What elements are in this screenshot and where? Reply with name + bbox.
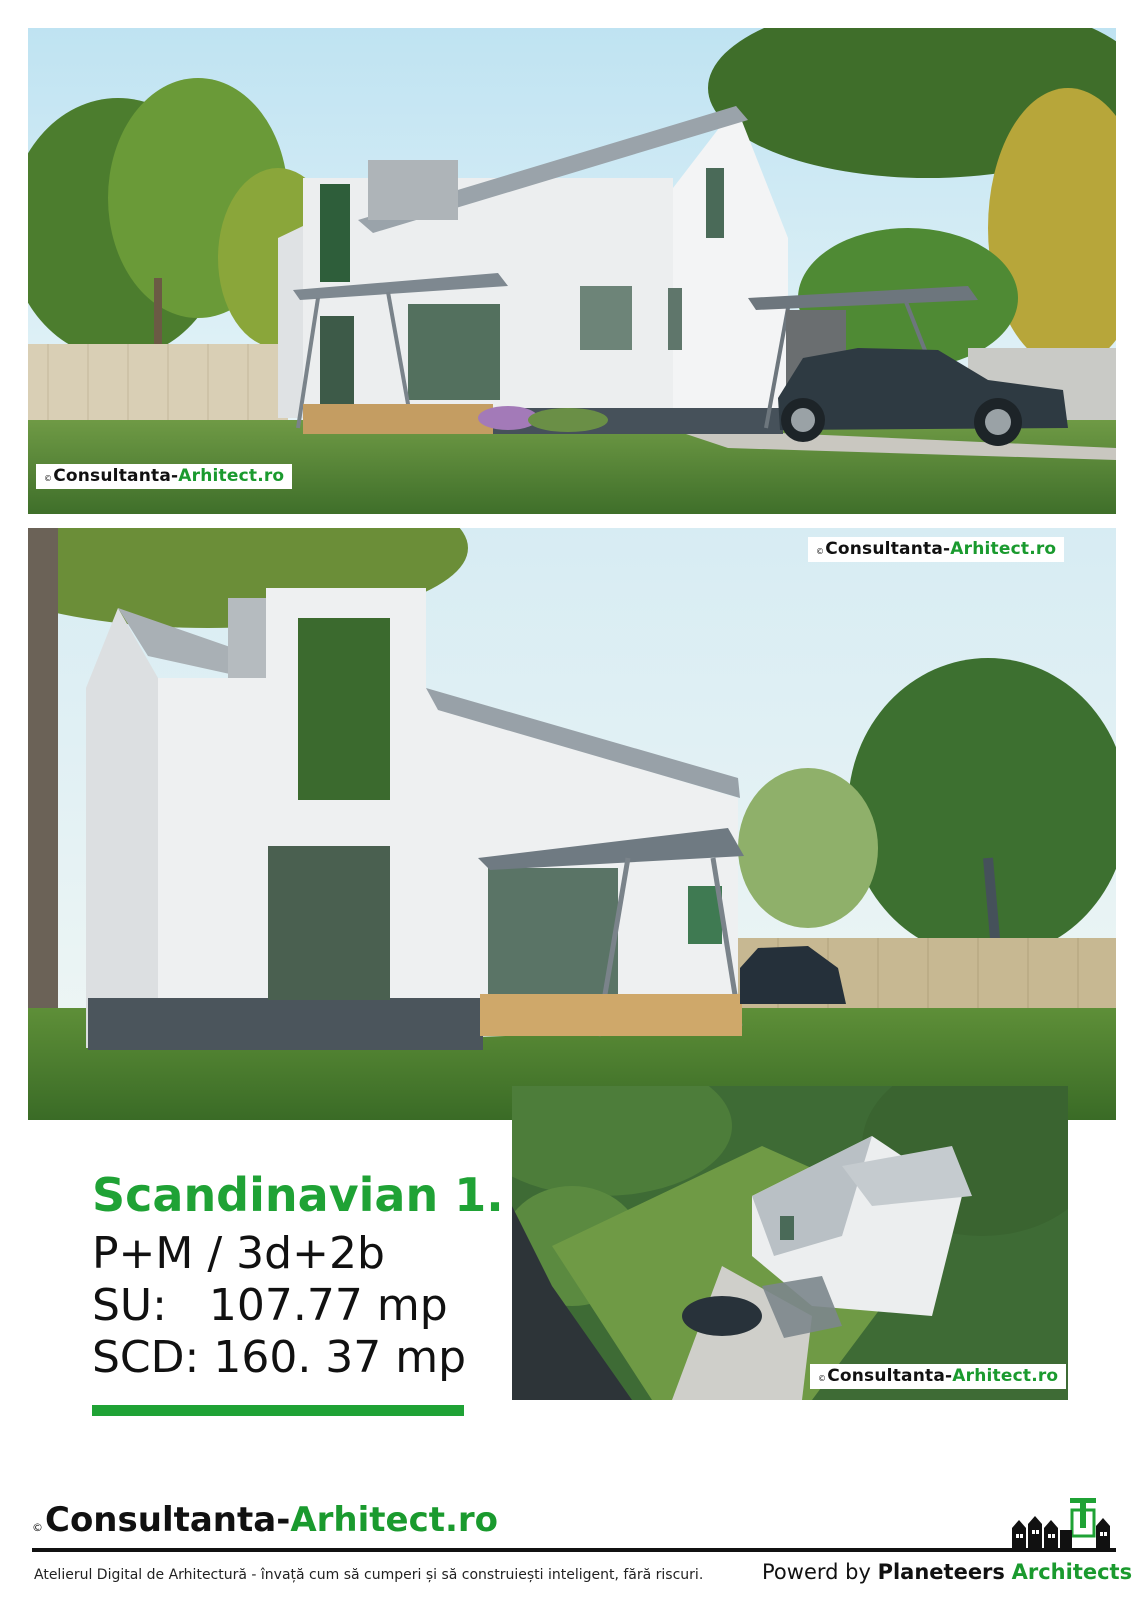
powered-brand: Planeteers xyxy=(877,1560,1005,1584)
watermark-logo xyxy=(808,537,1064,562)
watermark-accent: Arhitect.ro xyxy=(178,466,285,486)
watermark-brand: Consultanta- xyxy=(825,539,951,559)
watermark-brand: Consultanta- xyxy=(827,1366,953,1386)
footer-tagline: Atelierul Digital de Arhitectură - învață cum să cumperi și să construiești inteligent, fără riscuri. xyxy=(34,1567,704,1583)
footer-divider xyxy=(32,1548,1116,1552)
copyright-symbol: © xyxy=(818,1374,827,1383)
watermark-logo xyxy=(810,1364,1066,1389)
house-front-render xyxy=(28,28,1116,514)
project-layout: P+M / 3d+2b xyxy=(92,1228,385,1279)
watermark-accent: Arhitect.ro xyxy=(952,1366,1059,1386)
project-title: Scandinavian 1. xyxy=(92,1168,504,1222)
project-built-area: SCD: 160. 37 mp xyxy=(92,1332,467,1383)
project-usable-area: SU: 107.77 mp xyxy=(92,1280,448,1331)
footer-brand-accent: Arhitect.ro xyxy=(290,1500,499,1540)
watermark-brand: Consultanta- xyxy=(53,466,179,486)
copyright-symbol: © xyxy=(44,474,53,483)
footer-brand: Consultanta- xyxy=(45,1500,291,1540)
house-back-render xyxy=(28,528,1116,1120)
accent-divider xyxy=(92,1405,464,1416)
house-aerial-render xyxy=(512,1086,1068,1400)
planeteers-city-logo-icon xyxy=(1012,1498,1116,1550)
powered-prefix: Powerd by xyxy=(762,1560,871,1584)
copyright-symbol: © xyxy=(32,1521,43,1534)
powered-accent: Architects xyxy=(1011,1560,1133,1584)
powered-by xyxy=(762,1560,1132,1584)
copyright-symbol: © xyxy=(816,547,825,556)
watermark-accent: Arhitect.ro xyxy=(950,539,1057,559)
watermark-logo xyxy=(36,464,292,489)
footer-logo xyxy=(32,1500,499,1540)
